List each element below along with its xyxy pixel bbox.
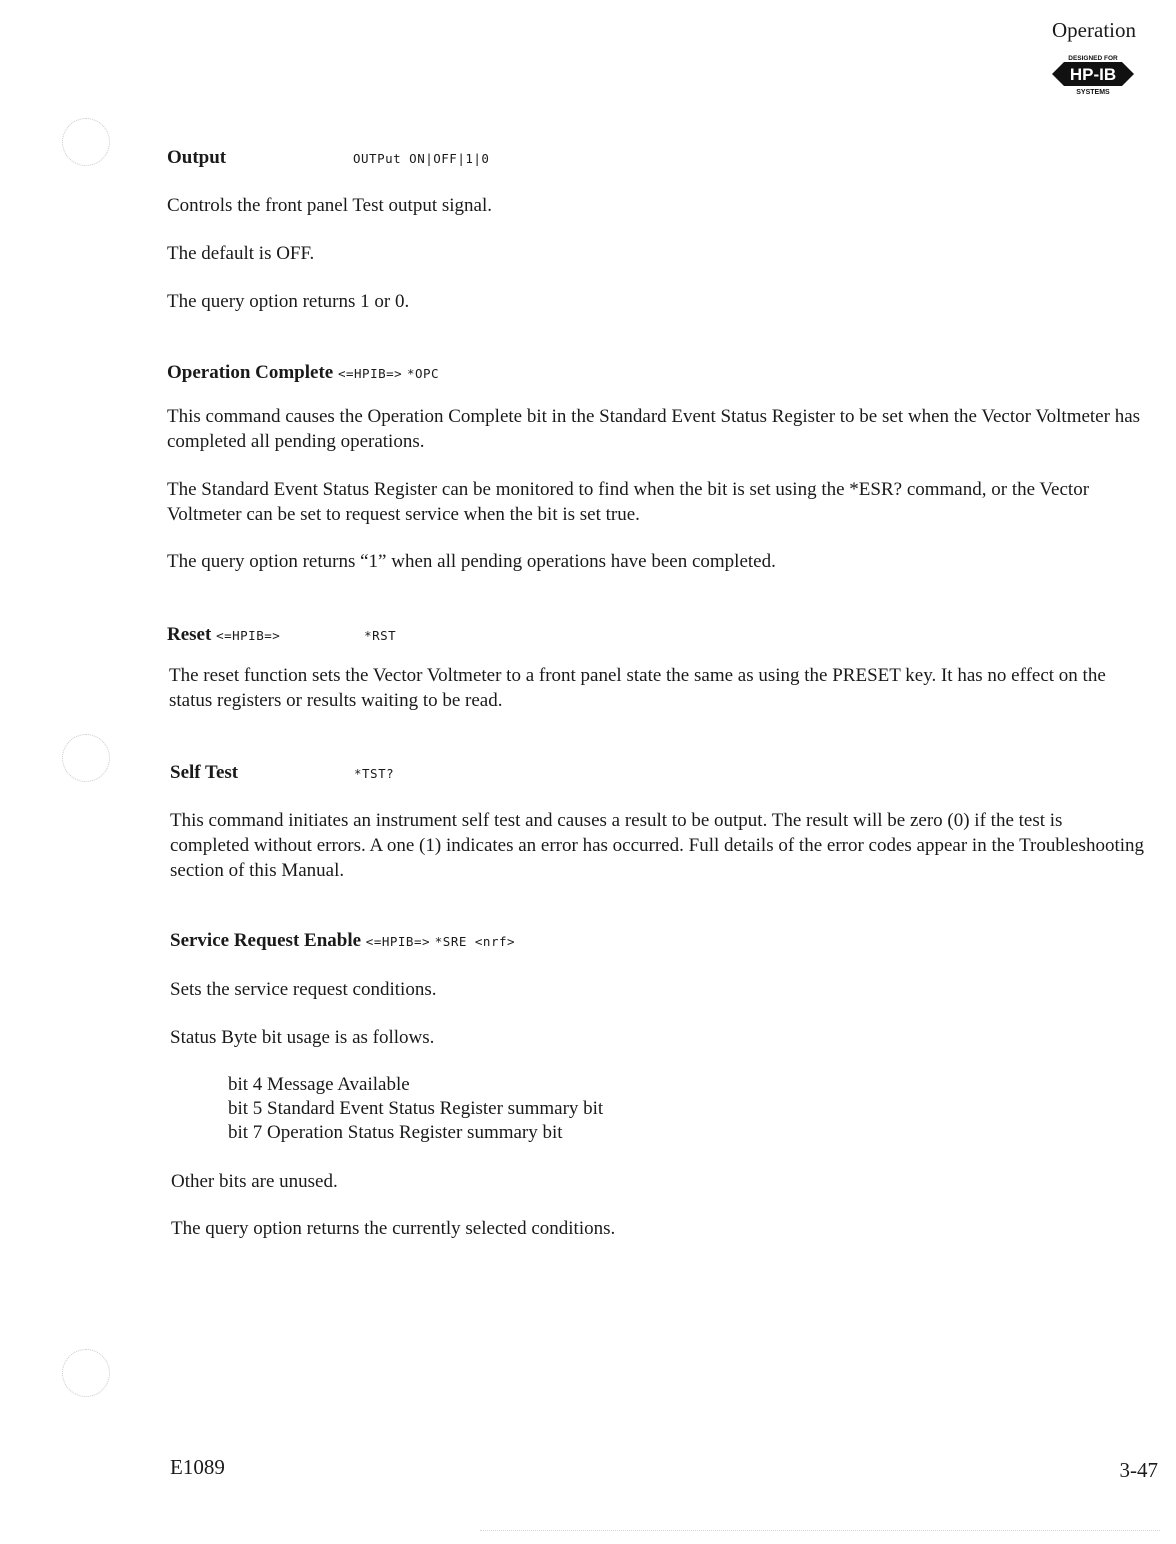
hp-ib-logo <box>1048 52 1138 96</box>
footer-page-number: 3-47 <box>1119 1458 1158 1482</box>
selftest-heading <box>170 762 1145 784</box>
reset-heading <box>167 624 1142 646</box>
punch-hole-middle <box>62 734 110 782</box>
reset-command: *RST <box>364 628 397 643</box>
punch-hole-top <box>62 118 110 166</box>
footer-manual-id: E1089 <box>170 1455 225 1479</box>
sre-section <box>170 930 1145 952</box>
output-section <box>167 147 1142 169</box>
opc-paragraph-2: The Standard Event Status Register can be monitored to find when the bit is set using the *ESR? command, or the Vector Voltmeter can be set to request service when the bit is set true. <box>167 479 1090 525</box>
logo-bottom-text: SYSTEMS <box>1076 89 1110 96</box>
sre-paragraph-2: Status Byte bit usage is as follows. <box>170 1027 435 1048</box>
output-paragraph-2: The default is OFF. <box>167 243 315 264</box>
output-heading <box>167 147 1142 169</box>
sre-paragraph-1: Sets the service request conditions. <box>170 979 437 1000</box>
sre-prefix: <=HPIB=> <box>365 934 431 949</box>
selftest-command: *TST? <box>354 766 395 781</box>
reset-paragraph-1: The reset function sets the Vector Voltmeter to a front panel state the same as using the PRESET key. It has no effect on the status registers or results waiting to be read. <box>169 665 1106 711</box>
sre-bit-item-5: bit 5 Standard Event Status Register summary bit <box>228 1098 604 1119</box>
reset-prefix: <=HPIB=> <box>216 628 281 643</box>
running-header-title: Operation <box>1052 18 1136 42</box>
output-title: Output <box>167 147 227 168</box>
reset-section <box>167 624 1142 646</box>
opc-section <box>167 362 1142 384</box>
sre-bit-list <box>228 1073 603 1145</box>
sre-title: Service Request Enable <box>170 930 362 951</box>
sre-bit-item-7: bit 7 Operation Status Register summary bit <box>228 1122 563 1143</box>
scan-artifact-line <box>480 1530 1160 1533</box>
opc-paragraph-3: The query option returns “1” when all pending operations have been completed. <box>167 551 776 572</box>
logo-top-text: DESIGNED FOR <box>1068 55 1118 62</box>
reset-title: Reset <box>167 624 212 645</box>
selftest-title: Self Test <box>170 762 239 783</box>
sre-paragraph-4: The query option returns the currently selected conditions. <box>171 1218 616 1239</box>
selftest-paragraph-1: This command initiates an instrument self test and causes a result to be output. The result will be zero (0) if the test is completed without errors. A one (1) indicates an error has occurred. Full details of the error codes appear in the Troubleshooting section of this Manual. <box>170 810 1145 881</box>
output-paragraph-1: Controls the front panel Test output signal. <box>167 195 492 216</box>
logo-main-text: HP-IB <box>1069 65 1117 84</box>
punch-hole-bottom <box>62 1349 110 1397</box>
opc-prefix: <=HPIB=> <box>337 366 403 381</box>
selftest-section <box>170 762 1145 784</box>
opc-command: *OPC <box>406 366 440 381</box>
opc-title: Operation Complete <box>167 362 334 383</box>
output-command: OUTPut ON|OFF|1|0 <box>353 151 490 166</box>
sre-command: *SRE <nrf> <box>434 934 516 949</box>
opc-heading <box>167 362 1142 384</box>
sre-heading <box>170 930 1145 952</box>
sre-paragraph-3: Other bits are unused. <box>171 1171 338 1192</box>
sre-bit-item-4: bit 4 Message Available <box>228 1074 410 1095</box>
opc-paragraph-1: This command causes the Operation Complete bit in the Standard Event Status Register to be set when the Vector Voltmeter has completed all pending operations. <box>167 406 1141 452</box>
output-paragraph-3: The query option returns 1 or 0. <box>167 291 410 312</box>
